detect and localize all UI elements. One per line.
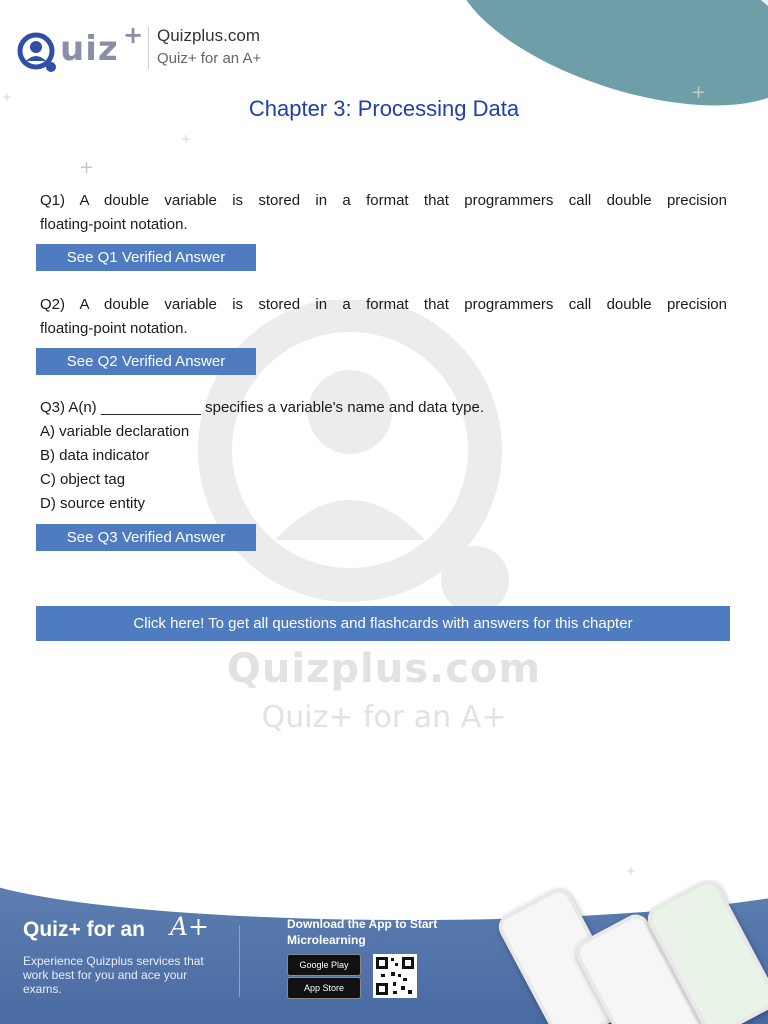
brand-tagline: Quiz+ for an A+ (157, 50, 262, 67)
see-q3-answer-button[interactable]: See Q3 Verified Answer (36, 524, 256, 551)
footer-aplus: A+ (170, 912, 210, 941)
footer-divider (239, 925, 240, 997)
logo-q-icon (16, 31, 58, 73)
brand-site: Quizplus.com (157, 26, 260, 45)
question-text: Q1) A double variable is stored in a format that programmers call double precision (40, 192, 727, 209)
question-text: Q3) A(n) ____________ specifies a variable's name and data type. (40, 399, 484, 416)
question-1 (40, 189, 727, 237)
answer-option: C) object tag (40, 471, 126, 488)
question-text-cont: floating-point notation. (40, 216, 188, 233)
question-2 (40, 293, 727, 341)
decor-plus-icon: + (691, 82, 707, 103)
get-all-questions-button[interactable]: Click here! To get all questions and flashcards with answers for this chapter (36, 606, 730, 641)
see-q1-answer-button[interactable]: See Q1 Verified Answer (36, 244, 256, 271)
answer-option: D) source entity (40, 495, 146, 512)
answer-option: B) data indicator (40, 447, 150, 464)
qr-code-icon[interactable] (373, 954, 417, 998)
footer-subtitle: Experience Quizplus services that work best for you and ace your exams. (23, 954, 204, 996)
logo-word: uiz (60, 29, 119, 69)
footer-banner (0, 880, 768, 1024)
see-q2-answer-button[interactable]: See Q2 Verified Answer (36, 348, 256, 375)
watermark-site: Quizplus.com (226, 646, 542, 692)
answer-option: A) variable declaration (40, 423, 190, 440)
app-store-badge[interactable]: App Store (287, 977, 361, 999)
footer-title: Quiz+ for an (23, 918, 145, 941)
question-text-cont: floating-point notation. (40, 320, 188, 337)
header-divider (148, 27, 149, 69)
decor-plus-icon: + (2, 90, 13, 104)
decor-plus-icon: + (79, 157, 95, 178)
chapter-title: Chapter 3: Processing Data (248, 96, 520, 121)
google-play-badge[interactable]: Google Play (287, 954, 361, 976)
watermark-tagline: Quiz+ for an A+ (261, 700, 507, 735)
question-3 (40, 396, 727, 516)
question-text: Q2) A double variable is stored in a format that programmers call double precision (40, 296, 727, 313)
decor-plus-icon: + (181, 132, 192, 146)
download-heading: Download the App to Start Microlearning (287, 917, 438, 947)
decor-plus-icon: + (626, 864, 637, 878)
logo-plus: + (123, 21, 144, 49)
